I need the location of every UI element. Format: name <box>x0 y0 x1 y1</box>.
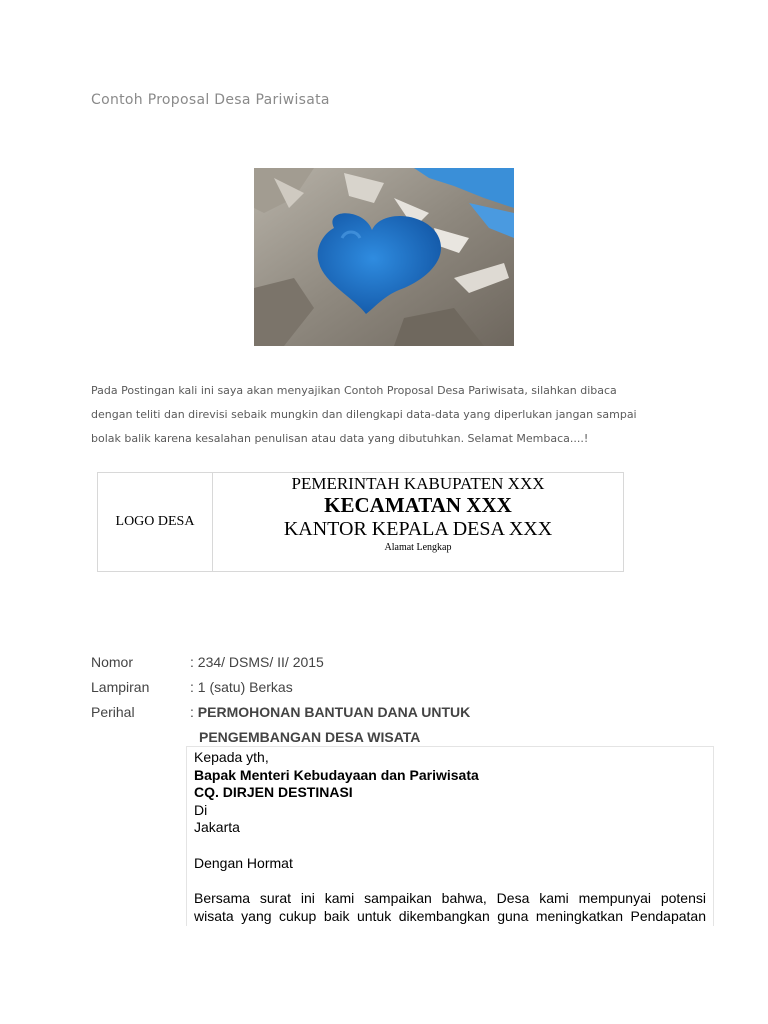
address: Alamat Lengkap <box>384 542 452 553</box>
letterhead-text <box>213 473 623 571</box>
nomor-label: Nomor <box>91 654 134 670</box>
perihal-label: Perihal <box>91 704 135 720</box>
body-line: wisata yang cukup baik untuk dikembangkan guna meningkatkan Pendapatan <box>194 907 706 924</box>
di-line: Di <box>194 801 208 818</box>
city-line: Jakarta <box>194 819 240 835</box>
lampiran-label: Lampiran <box>91 679 150 695</box>
intro-line: bolak balik karena kesalahan penulisan atau data yang dibutuhkan. Selamat Membaca....! <box>91 432 589 445</box>
district-name: KECAMATAN XXX <box>324 493 512 517</box>
perihal-prefix: : <box>190 704 198 720</box>
heart-lake-photo <box>254 168 514 346</box>
recipient-line: Bapak Menteri Kebudayaan dan Pariwisata <box>194 766 479 783</box>
intro-line: Pada Postingan kali ini saya akan menyajikan Contoh Proposal Desa Pariwisata, silahkan dibaca <box>91 384 617 397</box>
post-title: Contoh Proposal Desa Pariwisata <box>91 92 330 108</box>
body-line: Bersama surat ini kami sampaikan bahwa, Desa kami mempunyai potensi <box>194 890 706 906</box>
nomor-value: : 234/ DSMS/ II/ 2015 <box>190 654 324 670</box>
letter-body <box>186 746 714 926</box>
letterhead-table <box>97 472 624 572</box>
perihal-value <box>190 704 470 720</box>
perihal-line1: PERMOHONAN BANTUAN DANA UNTUK <box>197 704 471 720</box>
government-name: PEMERINTAH KABUPATEN XXX <box>291 474 545 493</box>
recipient-line: CQ. DIRJEN DESTINASI <box>194 784 353 800</box>
logo-placeholder: LOGO DESA <box>98 473 213 571</box>
lampiran-value: : 1 (satu) Berkas <box>190 679 293 695</box>
perihal-line2: PENGEMBANGAN DESA WISATA <box>199 729 421 745</box>
salutation: Kepada yth, <box>194 749 269 765</box>
intro-line: dengan teliti dan direvisi sebaik mungkin dan dilengkapi data-data yang diperlukan jangan sampai <box>91 408 637 421</box>
intro-paragraph <box>91 379 671 451</box>
greeting: Dengan Hormat <box>194 854 293 871</box>
office-name: KANTOR KEPALA DESA XXX <box>283 518 553 540</box>
